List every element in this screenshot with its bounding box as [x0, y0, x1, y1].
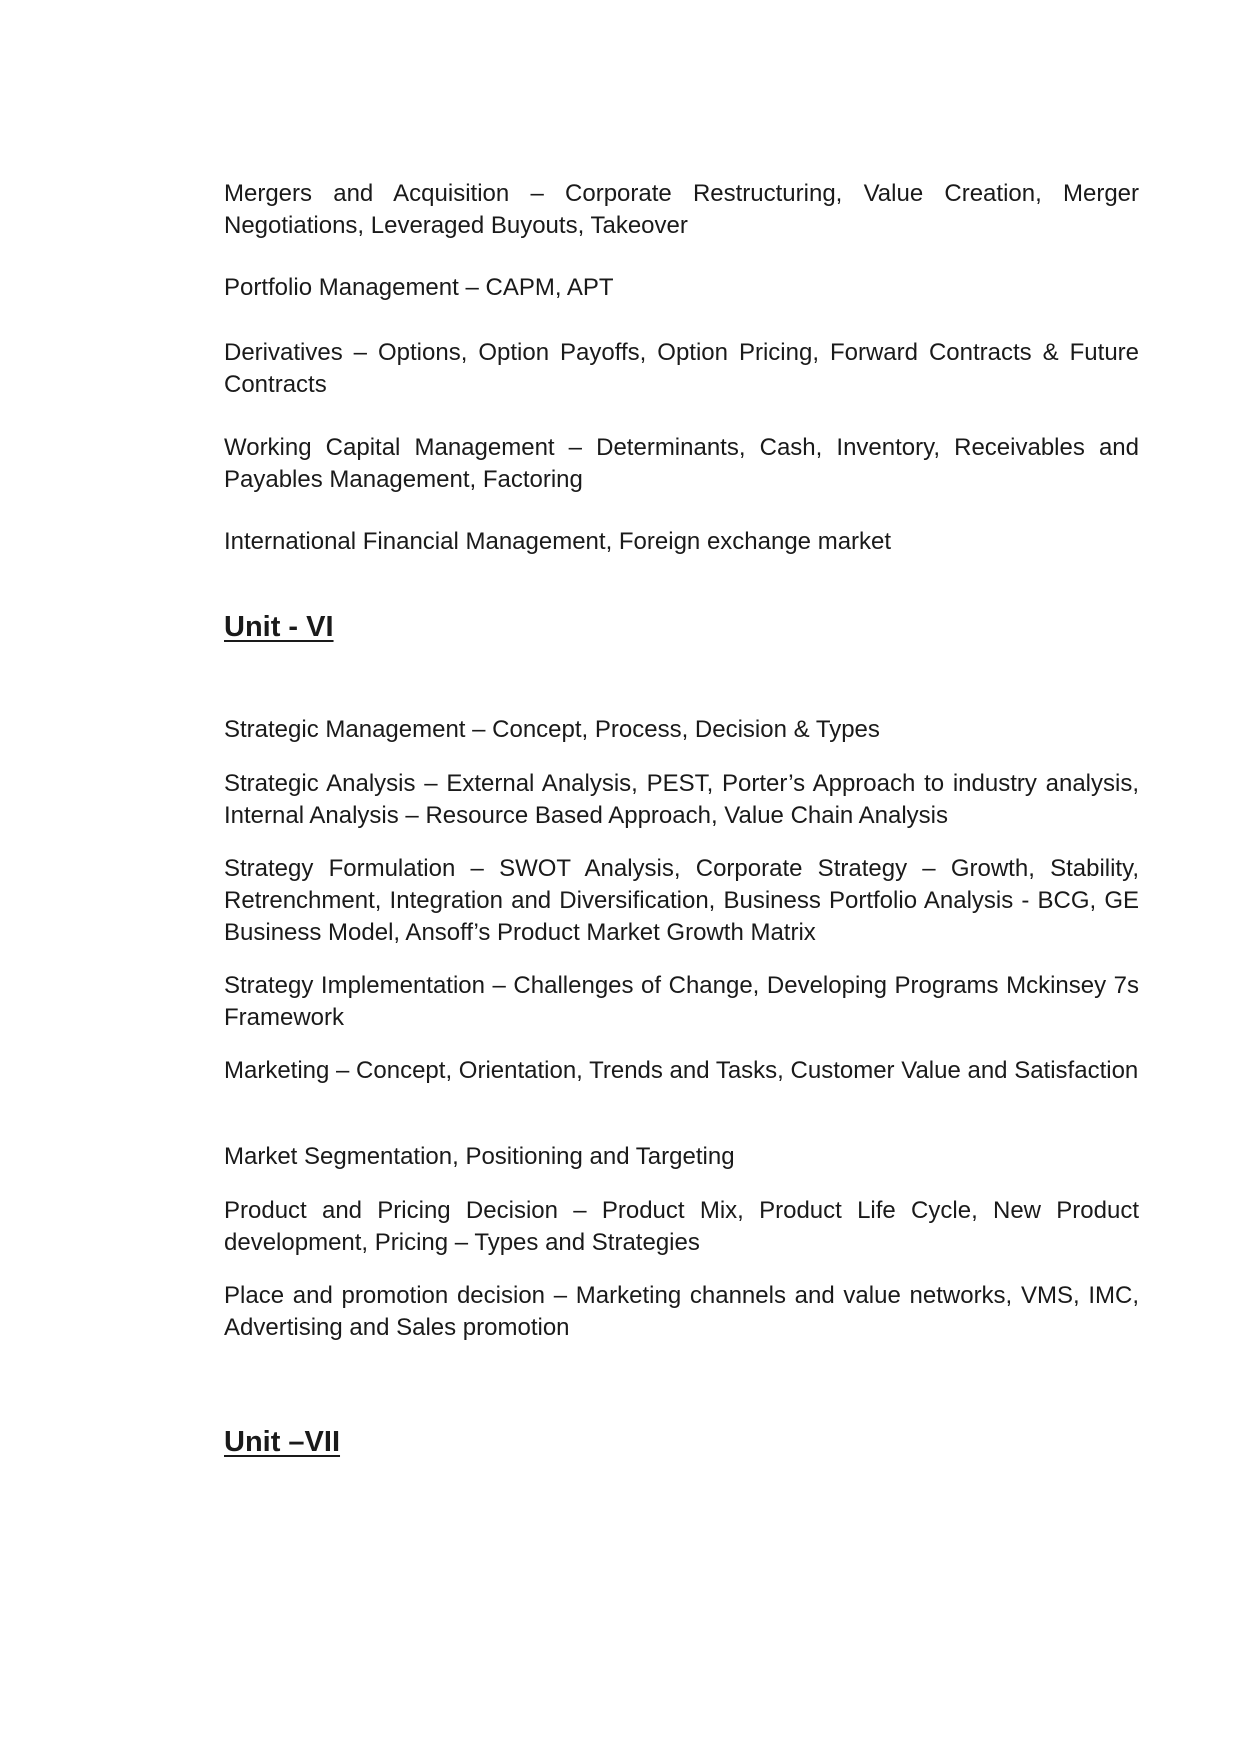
paragraph-working-capital: Working Capital Management – Determinants, Cash, Inventory, Receivables and Payables Management, Factoring: [224, 434, 1139, 493]
paragraph-strategy-implementation: Strategy Implementation – Challenges of Change, Developing Programs Mckinsey 7s Framework: [224, 972, 1139, 1031]
heading-unit-vi: Unit - VI: [224, 611, 334, 643]
paragraph-derivatives: Derivatives – Options, Option Payoffs, Option Pricing, Forward Contracts & Future Contracts: [224, 339, 1139, 398]
paragraph-place-promotion: Place and promotion decision – Marketing channels and value networks, VMS, IMC, Advertising and Sales promotion: [224, 1282, 1139, 1341]
paragraph-strategic-analysis: Strategic Analysis – External Analysis, PEST, Porter’s Approach to industry analysis, Internal Analysis – Resource Based Approach, Value Chain Analysis: [224, 770, 1139, 829]
paragraph-portfolio: Portfolio Management – CAPM, APT: [224, 274, 614, 301]
heading-unit-vii: Unit –VII: [224, 1426, 341, 1458]
paragraph-strategic-management: Strategic Management – Concept, Process, Decision & Types: [224, 716, 880, 743]
paragraph-international-finance: International Financial Management, Foreign exchange market: [224, 528, 892, 555]
paragraph-strategy-formulation: Strategy Formulation – SWOT Analysis, Corporate Strategy – Growth, Stability, Retrenchment, Integration and Diversification, Business Portfolio Analysis - BCG, GE Business Model, Ansoff’s Product Market Growth Matrix: [224, 855, 1139, 946]
paragraph-market-segmentation: Market Segmentation, Positioning and Targeting: [224, 1143, 735, 1170]
paragraph-marketing: Marketing – Concept, Orientation, Trends and Tasks, Customer Value and Satisfaction: [224, 1057, 1139, 1084]
paragraph-mergers: Mergers and Acquisition – Corporate Restructuring, Value Creation, Merger Negotiations, Leveraged Buyouts, Takeover: [224, 180, 1139, 239]
paragraph-product-pricing: Product and Pricing Decision – Product Mix, Product Life Cycle, New Product development, Pricing – Types and Strategies: [224, 1197, 1139, 1256]
